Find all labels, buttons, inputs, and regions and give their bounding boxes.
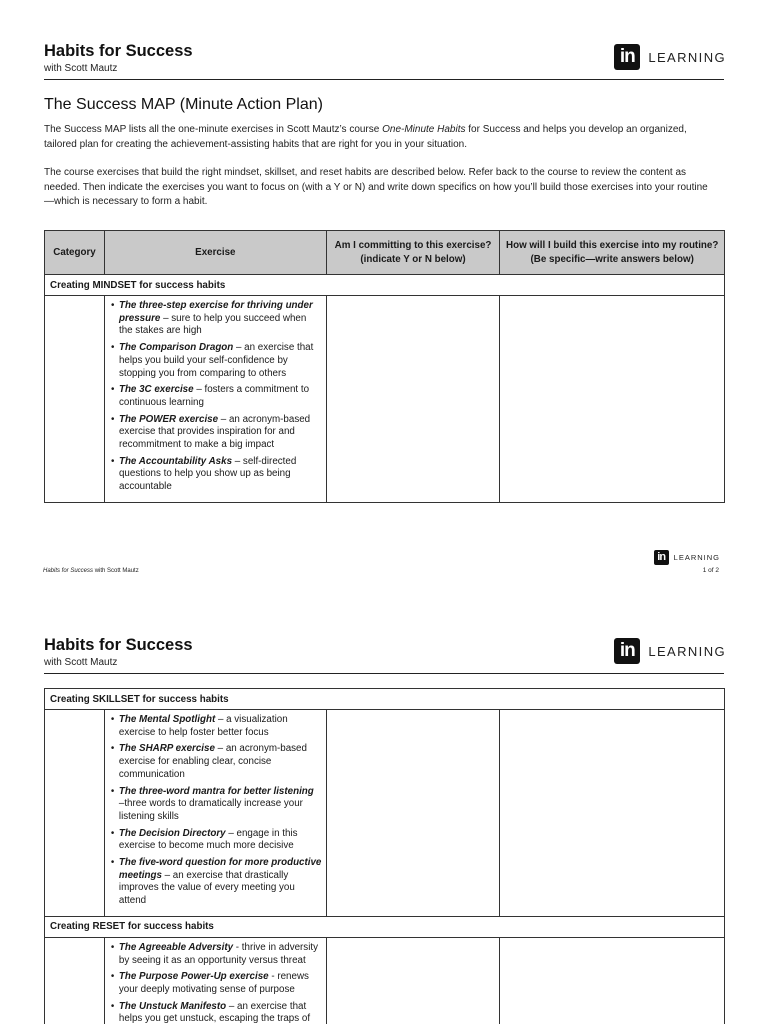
list-item: • The Comparison Dragon – an exercise that helps you build your self-confidence by stopping you from comparing to others	[111, 342, 322, 380]
page-header	[44, 636, 724, 674]
list-item: • The three-word mantra for better listening –three words to dramatically increase your listening skills	[111, 786, 322, 824]
column-header-exercise: Exercise	[104, 231, 326, 275]
list-item: • The three-step exercise for thriving under pressure – sure to help you succeed when the stakes are high	[111, 300, 322, 338]
table-row	[45, 710, 725, 917]
section-row-skillset	[45, 689, 725, 710]
page-header	[44, 42, 724, 80]
linkedin-in-icon: in	[614, 44, 640, 70]
section-label: Creating RESET for success habits	[45, 916, 725, 937]
exercise-cell	[104, 937, 326, 1024]
table-header-row	[45, 231, 725, 275]
footer-linkedin-learning-logo	[654, 550, 720, 565]
routine-answer-cell[interactable]	[500, 937, 725, 1024]
footer-course-credit: Habits for Success with Scott Mautz	[43, 568, 139, 574]
table-row	[45, 296, 725, 503]
page-number: 1 of 2	[702, 567, 719, 574]
list-item: • The Accountability Asks – self-directed questions to help you show up as being accountable	[111, 456, 322, 494]
list-item: • The Agreeable Adversity - thrive in adversity by seeing it as an opportunity versus threat	[111, 942, 322, 967]
list-item: • The POWER exercise – an acronym-based exercise that provides inspiration for and recommitment to make a big impact	[111, 414, 322, 452]
exercise-cell	[104, 710, 326, 917]
section-row-reset	[45, 916, 725, 937]
learning-wordmark: LEARNING	[648, 49, 726, 65]
learning-wordmark: LEARNING	[673, 553, 720, 562]
course-title: Habits for Success	[44, 636, 193, 654]
section-row-mindset	[45, 275, 725, 296]
list-item: • The Mental Spotlight – a visualization exercise to help foster better focus	[111, 714, 322, 739]
page-2	[0, 592, 768, 1024]
learning-wordmark: LEARNING	[648, 643, 726, 659]
list-item: • The Decision Directory – engage in this exercise to become much more decisive	[111, 828, 322, 853]
category-cell	[45, 937, 105, 1024]
exercise-list	[105, 710, 326, 916]
commitment-answer-cell[interactable]	[326, 296, 500, 503]
list-item: • The Unstuck Manifesto – an exercise that helps you get unstuck, escaping the traps of	[111, 1001, 322, 1024]
column-header-commitment: Am I committing to this exercise? (indicate Y or N below)	[326, 231, 500, 275]
exercise-list	[105, 938, 326, 1024]
success-map-table-continued	[44, 688, 725, 1024]
column-header-routine: How will I build this exercise into my routine? (Be specific—write answers below)	[500, 231, 725, 275]
column-header-category: Category	[45, 231, 105, 275]
list-item: • The 3C exercise – fosters a commitment to continuous learning	[111, 384, 322, 409]
routine-answer-cell[interactable]	[500, 710, 725, 917]
category-cell	[45, 710, 105, 917]
exercise-cell	[104, 296, 326, 503]
document-heading: The Success MAP (Minute Action Plan)	[44, 96, 323, 113]
linkedin-learning-logo	[614, 44, 726, 70]
list-item: • The five-word question for more productive meetings – an exercise that drastically improves the value of every meeting you attend	[111, 857, 322, 908]
course-instructor: with Scott Mautz	[44, 657, 118, 668]
linkedin-learning-logo	[614, 638, 726, 664]
linkedin-in-icon: in	[614, 638, 640, 664]
category-cell	[45, 296, 105, 503]
intro-paragraph: The Success MAP lists all the one-minute exercises in Scott Mautz’s course One-Minute Habits for Success and helps you develop an organized, tailored plan for creating the achievement-assisting habits that are right for you in your situation.	[44, 124, 687, 150]
course-title: Habits for Success	[44, 42, 193, 60]
linkedin-in-icon: in	[654, 550, 669, 565]
exercise-list	[105, 296, 326, 502]
instructions-paragraph: The course exercises that build the right mindset, skillset, and reset habits are described below. Refer back to the course to review the content as needed. Then indicate the exercises you want to focus on (with a Y or N) and write down specifics on how you’ll build those exercises into your routine—which is necessary to form a habit.	[44, 167, 708, 207]
commitment-answer-cell[interactable]	[326, 710, 500, 917]
course-instructor: with Scott Mautz	[44, 63, 118, 74]
commitment-answer-cell[interactable]	[326, 937, 500, 1024]
list-item: • The SHARP exercise – an acronym-based exercise for enabling clear, concise communication	[111, 743, 322, 781]
section-label: Creating MINDSET for success habits	[45, 275, 725, 296]
routine-answer-cell[interactable]	[500, 296, 725, 503]
course-name-italic: One-Minute Habits	[382, 124, 466, 135]
list-item: • The Purpose Power-Up exercise - renews your deeply motivating sense of purpose	[111, 971, 322, 996]
table-row	[45, 937, 725, 1024]
section-label: Creating SKILLSET for success habits	[45, 689, 725, 710]
success-map-table	[44, 230, 725, 503]
